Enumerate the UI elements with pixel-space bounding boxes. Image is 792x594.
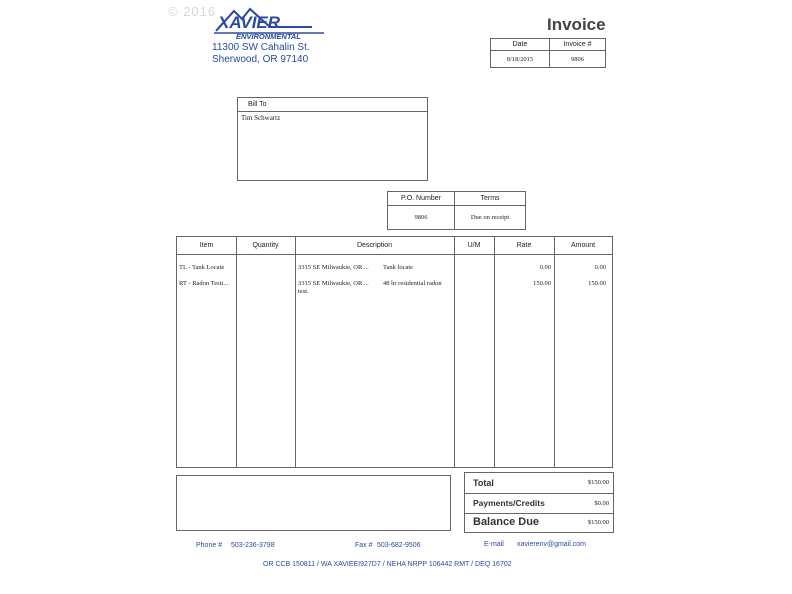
row2-item: RT - Radon Testi... — [179, 280, 229, 287]
company-address-line1: 11300 SW Cahalin St. — [212, 42, 310, 53]
fax-number: 503-682-9506 — [377, 542, 421, 549]
row1-rate: 0.00 — [539, 264, 551, 271]
bill-to-name: Tim Schwartz — [241, 114, 281, 122]
row1-item: TL - Tank Locate — [179, 264, 225, 271]
fax-label: Fax # — [355, 542, 373, 549]
license-numbers: OR CCB 150811 / WA XAVIEEI927D7 / NEHA NRPP 106442 RMT / DEQ 16702 — [263, 561, 512, 568]
header-description: Description — [356, 242, 392, 249]
logo-name: XAVIER — [218, 13, 281, 32]
balance-due-value: $150.00 — [587, 519, 609, 526]
header-um: U/M — [467, 242, 481, 249]
row2-description-cont: test. — [298, 288, 309, 295]
row2-amount: 150.00 — [588, 280, 606, 287]
terms-header: Terms — [455, 192, 526, 206]
terms: Due on receipt — [455, 206, 526, 230]
row2-rate: 150.00 — [533, 280, 551, 287]
watermark: © 2016 — [168, 4, 217, 19]
payments-credits-label: Payments/Credits — [473, 498, 545, 508]
balance-due-label: Balance Due — [473, 516, 540, 528]
row1-amount: 0.00 — [594, 264, 606, 271]
header-quantity: Quantity — [252, 242, 279, 249]
header-rate: Rate — [516, 242, 532, 249]
company-address-line2: Sherwood, OR 97140 — [212, 54, 309, 65]
phone-label: Phone # — [196, 542, 223, 549]
invoice-number-header: Invoice # — [550, 39, 606, 51]
items-table — [176, 236, 613, 468]
row1-location: 3315 SE Milwaukie, OR ... — [298, 264, 369, 271]
header-amount: Amount — [570, 242, 596, 249]
email-label: E-mail — [484, 541, 504, 548]
po-number: 9806 — [388, 206, 455, 230]
invoice-number: 9806 — [550, 51, 606, 68]
logo-subtitle: ENVIRONMENTAL — [236, 32, 301, 41]
row2-location: 3315 SE Milwaukie, OR ... — [298, 280, 369, 287]
memo-box — [176, 475, 451, 531]
email-address: xavierenv@gmail.com — [517, 541, 586, 548]
header-item: Item — [199, 242, 214, 249]
bill-to-box — [237, 97, 428, 181]
total-label: Total — [473, 478, 494, 488]
row2-description: 48 hr residential radon — [383, 280, 442, 287]
total-value: $150.00 — [587, 479, 609, 486]
totals-box — [464, 472, 614, 533]
po-number-header: P.O. Number — [388, 192, 455, 206]
mountain-logo-icon — [212, 5, 332, 41]
date-header: Date — [491, 39, 550, 51]
date-invoice-box — [490, 38, 606, 68]
po-terms-box — [387, 191, 526, 230]
row1-description: Tank locate — [383, 264, 414, 271]
payments-credits-value: $0.00 — [594, 500, 609, 507]
invoice-title: Invoice — [547, 15, 606, 34]
company-logo — [212, 5, 332, 41]
bill-to-label: Bill To — [238, 98, 427, 112]
phone-number: 503-236-3798 — [231, 542, 275, 549]
invoice-date: 8/18/2015 — [491, 51, 550, 68]
